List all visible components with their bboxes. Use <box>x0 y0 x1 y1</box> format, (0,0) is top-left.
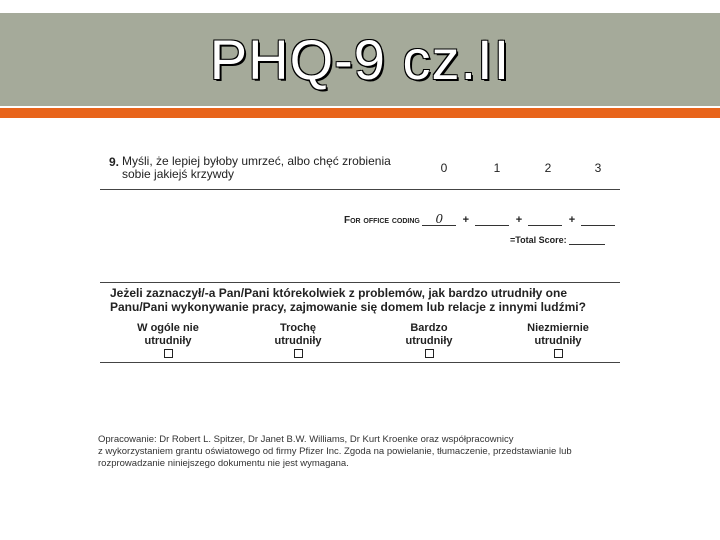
answer-label: Bardzo <box>410 322 448 334</box>
divider <box>100 362 620 363</box>
answer-label: W ogóle nie <box>137 322 199 334</box>
coding-blank-4[interactable] <box>581 214 615 226</box>
office-coding-row <box>344 214 615 226</box>
question-text: Myśli, że lepiej byłoby umrzeć, albo chęć zrobienia sobie jakiejś krzywdy <box>122 154 391 181</box>
divider <box>100 189 620 190</box>
coding-blank-1[interactable]: 0 <box>422 214 456 226</box>
coding-blank-2[interactable] <box>475 214 509 226</box>
answer-somewhat-difficult <box>243 322 353 358</box>
answer-label: utrudniły <box>405 335 453 347</box>
answer-not-difficult <box>113 322 223 358</box>
answer-label: utrudniły <box>534 335 582 347</box>
slide-title: PHQ-9 cz.II <box>209 28 511 91</box>
checkbox[interactable] <box>164 349 173 358</box>
answer-extremely-difficult <box>503 322 613 358</box>
checkbox[interactable] <box>294 349 303 358</box>
plus-sign: + <box>462 214 470 226</box>
total-score-row <box>510 233 605 245</box>
answer-label: Trochę <box>279 322 317 334</box>
answer-label: Niezmiernie <box>527 322 589 334</box>
divider <box>100 282 620 283</box>
answer-label: utrudniły <box>274 335 322 347</box>
question-number: 9. <box>109 155 120 169</box>
difficulty-question: Jeżeli zaznaczył/-a Pan/Pani którekolwiek z problemów, jak bardzo utrudniły one Panu/Pani wykonywanie pracy, zajmowanie się domem lub relacje z innymi ludźmi? <box>110 286 586 314</box>
option-0[interactable]: 0 <box>440 161 448 175</box>
footer-line: Opracowanie: Dr Robert L. Spitzer, Dr Janet B.W. Williams, Dr Kurt Kroenke oraz współpracownicy <box>98 434 514 445</box>
footer-line: rozprowadzanie niniejszego dokumentu nie jest wymagana. <box>98 458 349 469</box>
checkbox[interactable] <box>425 349 434 358</box>
office-coding-label: For office coding <box>344 215 420 226</box>
plus-sign: + <box>515 214 523 226</box>
option-1[interactable]: 1 <box>493 161 501 175</box>
checkbox[interactable] <box>554 349 563 358</box>
accent-bar <box>0 108 720 118</box>
option-2[interactable]: 2 <box>544 161 552 175</box>
answer-very-difficult <box>374 322 484 358</box>
option-3[interactable]: 3 <box>594 161 602 175</box>
total-score-label: =Total Score: <box>510 235 567 245</box>
footer-line: z wykorzystaniem grantu oświatowego od firmy Pfizer Inc. Zgoda na powielanie, tłumaczenie, przedstawianie lub <box>98 446 572 457</box>
coding-blank-3[interactable] <box>528 214 562 226</box>
total-score-blank[interactable] <box>569 233 605 245</box>
plus-sign: + <box>568 214 576 226</box>
answer-label: utrudniły <box>144 335 192 347</box>
footer-credits <box>98 434 618 470</box>
